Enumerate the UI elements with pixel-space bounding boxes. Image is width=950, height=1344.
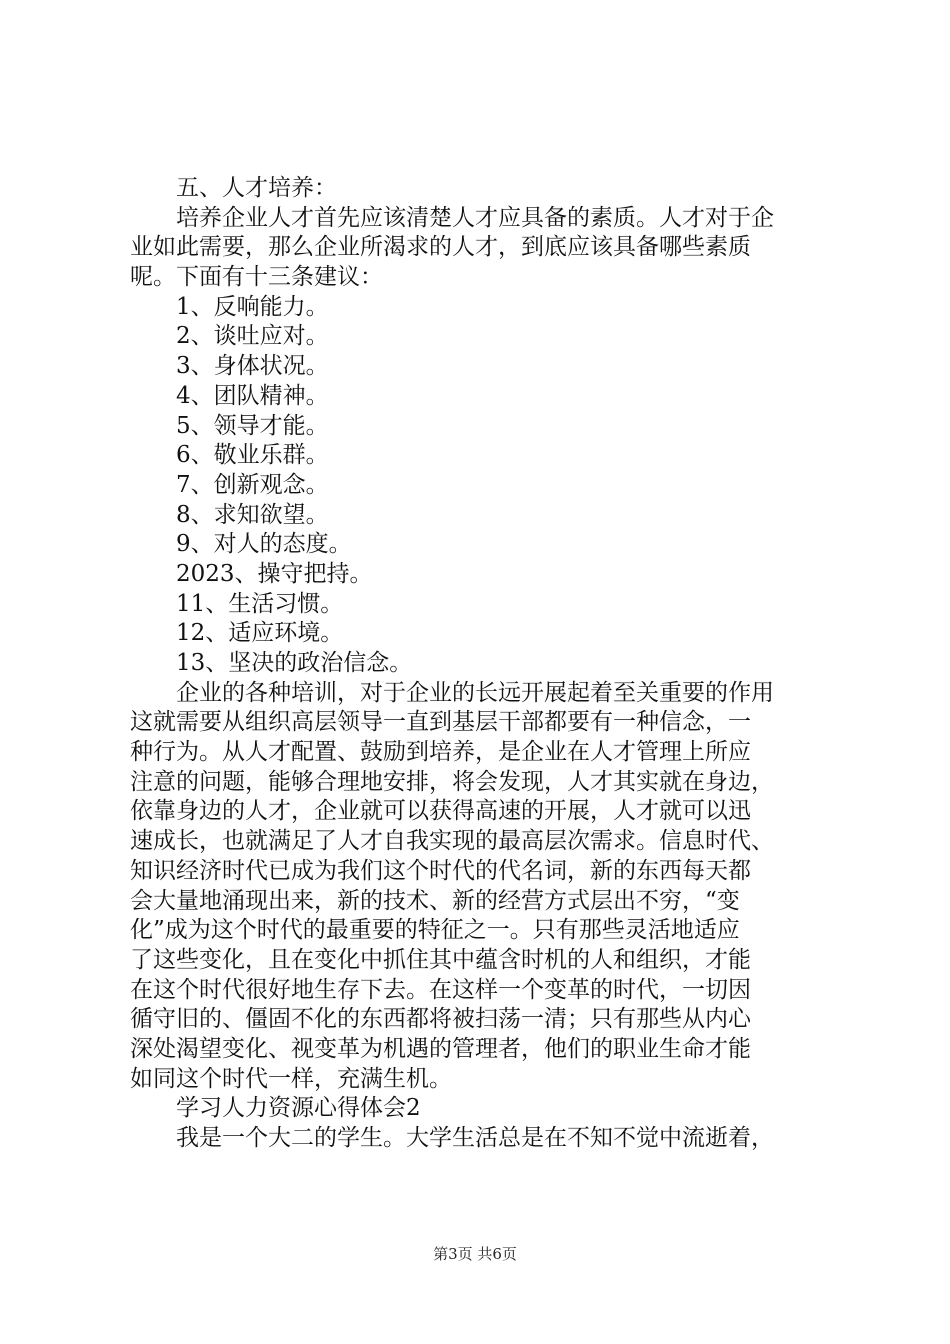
text-line: 会大量地涌现出来，新的技术、新的经营方式层出不穷，“变 [130,887,740,914]
text-line: 如同这个时代一样，充满生机。 [130,1065,452,1092]
text-line: 业如此需要，那么企业所渴求的人才，到底应该具备哪些素质 [130,234,751,261]
text-line: 13、坚决的政治信念。 [176,650,413,676]
text-line: 在这个时代很好地生存下去。在这样一个变革的时代，一切因 [130,976,751,1003]
text-line: 了这些变化，且在变化中抓住其中蕴含时机的人和组织，才能 [130,946,751,973]
text-line: 化”成为这个时代的最重要的特征之一。只有那些灵活地适应 [130,917,740,944]
page-footer: 第3页 共6页 [433,1245,517,1263]
text-line: 6、敬业乐群。 [176,442,329,469]
text-line: 呢。下面有十三条建议： [130,264,383,291]
text-line: 循守旧的、僵固不化的东西都将被扫荡一清；只有那些从内心 [130,1006,751,1033]
text-line: 注意的问题，能够合理地安排，将会发现，人才其实就在身边， [130,768,774,795]
text-line: 知识经济时代已成为我们这个时代的代名词，新的东西每天都 [130,857,751,884]
text-line: 学习人力资源心得体会2 [176,1095,421,1122]
text-line: 我是一个大二的学生。大学生活总是在不知不觉中流逝着， [176,1125,774,1151]
text-line: 这就需要从组织高层领导一直到基层干部都要有一种信念，一 [130,709,751,736]
text-line: 7、创新观念。 [176,471,329,498]
text-line: 5、领导才能。 [176,412,329,439]
document-body [130,174,830,1154]
text-line: 11、生活习惯。 [176,590,344,617]
text-line: 培养企业人才首先应该清楚人才应具备的素质。人才对于企 [176,204,774,231]
text-line: 种行为。从人才配置、鼓励到培养，是企业在人才管理上所应 [130,739,751,766]
text-line: 12、适应环境。 [176,620,344,647]
text-line: 8、求知欲望。 [176,501,329,528]
text-line: 2、谈吐应对。 [176,323,329,350]
text-line: 4、团队精神。 [176,382,329,409]
text-line: 五、人才培养： [176,175,337,201]
text-line: 9、对人的态度。 [176,531,352,558]
text-line: 速成长，也就满足了人才自我实现的最高层次需求。信息时代、 [130,828,774,855]
text-line: 企业的各种培训，对于企业的长远开展起着至关重要的作用 [176,679,774,706]
text-line: 2023、操守把持。 [176,560,373,587]
text-line: 依靠身边的人才，企业就可以获得高速的开展，人才就可以迅 [130,798,751,825]
text-line: 3、身体状况。 [176,353,329,380]
text-line: 深处渴望变化、视变革为机遇的管理者，他们的职业生命才能 [130,1035,751,1062]
text-line: 1、反响能力。 [176,293,329,320]
